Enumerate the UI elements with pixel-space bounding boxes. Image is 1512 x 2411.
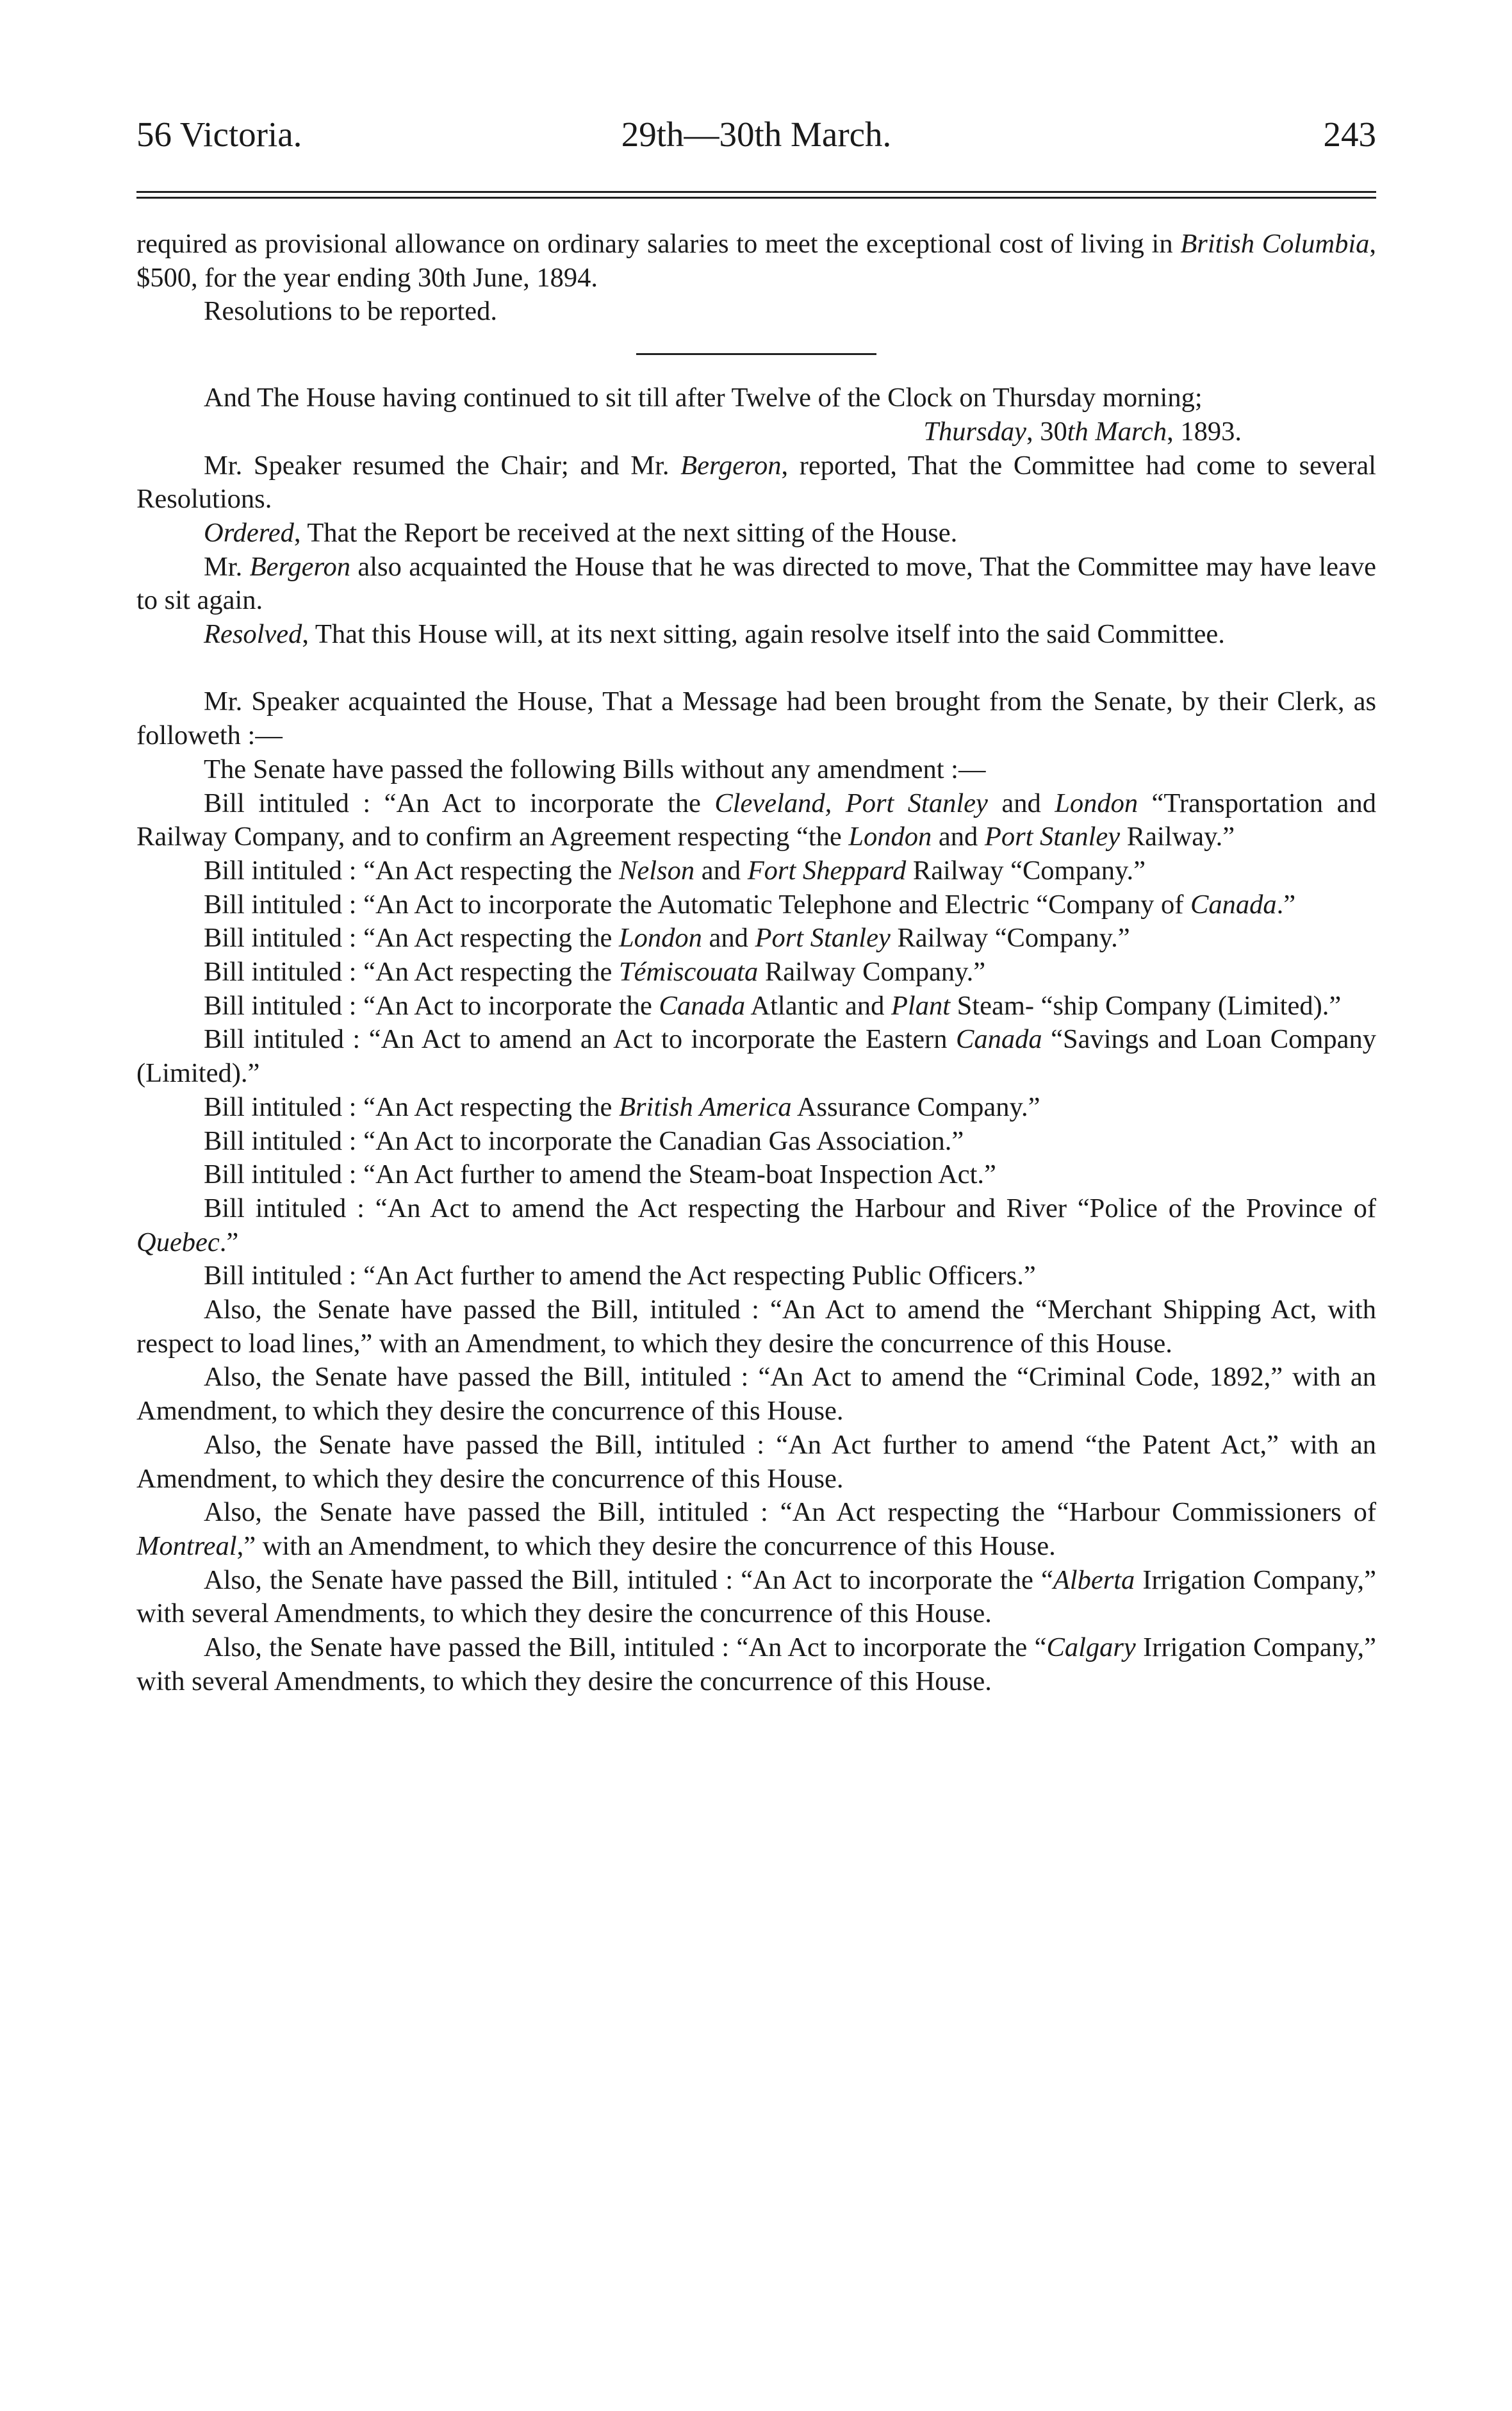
amendment-criminal-code: Also, the Senate have passed the Bill, intituled : “An Act to amend the “Criminal Code, 1892,” with an Amendment, to which they desire the concurrence of this House. xyxy=(136,1362,1376,1427)
bill-steam-boat: Bill intituled : “An Act further to amend the Steam-boat Inspection Act.” xyxy=(204,1159,996,1190)
paragraph-leave-to-sit: Mr. Bergeron also acquainted the House that he was directed to move, That the Committee may have leave to sit again. xyxy=(136,551,1376,616)
amendment-merchant-shipping: Also, the Senate have passed the Bill, intituled : “An Act to amend the “Merchant Shipping Act, with respect to load lines,” with an Amendment, to which they desire the concurrence of this House. xyxy=(136,1295,1376,1359)
header-session: 56 Victoria. xyxy=(136,115,302,154)
paragraph-allowance: required as provisional allowance on ordinary salaries to meet the exceptional cost of living in British Columbia, $500, for the year ending 30th June, 1894. xyxy=(136,229,1376,293)
paragraph-ordered: Ordered, That the Report be received at the next sitting of the House. xyxy=(204,517,958,548)
bill-canadian-gas: Bill intituled : “An Act to incorporate the Canadian Gas Association.” xyxy=(204,1125,964,1156)
bill-eastern-canada-savings: Bill intituled : “An Act to amend an Act to incorporate the Eastern Canada “Savings and Loan Company (Limited).” xyxy=(136,1024,1376,1089)
page-number: 243 xyxy=(1323,115,1376,154)
bill-london-port-stanley: Bill intituled : “An Act respecting the London and Port Stanley Railway “Company.” xyxy=(204,923,1130,954)
bill-public-officers: Bill intituled : “An Act further to amend the Act respecting Public Officers.” xyxy=(204,1261,1036,1291)
dateline: Thursday, 30th March, 1893. xyxy=(923,416,1242,447)
section-divider xyxy=(636,353,876,355)
journal-body xyxy=(136,228,1376,1699)
bill-harbour-police: Bill intituled : “An Act to amend the Act respecting the Harbour and River “Police of the Province of Quebec.” xyxy=(136,1193,1376,1257)
paragraph-sitting: And The House having continued to sit till after Twelve of the Clock on Thursday morning; xyxy=(204,383,1203,413)
running-header xyxy=(136,109,1376,160)
paragraph-senate-message: Mr. Speaker acquainted the House, That a Message had been brought from the Senate, by their Clerk, as followeth :— xyxy=(136,686,1376,751)
amendment-alberta-irrigation: Also, the Senate have passed the Bill, intituled : “An Act to incorporate the “Alberta Irrigation Company,” with several Amendments, to which they desire the concurrence of this House. xyxy=(136,1564,1376,1629)
bill-canada-atlantic: Bill intituled : “An Act to incorporate the Canada Atlantic and Plant Steam- “ship Company (Limited).” xyxy=(204,990,1342,1021)
paragraph-speaker-resumed: Mr. Speaker resumed the Chair; and Mr. Bergeron, reported, That the Committee had come to several Resolutions. xyxy=(136,450,1376,515)
bill-cleveland: Bill intituled : “An Act to incorporate the Cleveland, Port Stanley and London “Transportation and Railway Company, and to confirm an Agreement respecting “the London and Port Stanley Railway.” xyxy=(136,788,1376,852)
header-rule-bottom xyxy=(136,197,1376,199)
paragraph-resolved: Resolved, That this House will, at its next sitting, again resolve itself into the said Committee. xyxy=(204,619,1225,650)
header-rule-top xyxy=(136,191,1376,193)
amendment-calgary-irrigation: Also, the Senate have passed the Bill, intituled : “An Act to incorporate the “Calgary Irrigation Company,” with several Amendments, to which they desire the concurrence of this House. xyxy=(136,1632,1376,1696)
bill-temiscouata: Bill intituled : “An Act respecting the Témiscouata Railway Company.” xyxy=(204,957,986,988)
header-dates: 29th—30th March. xyxy=(621,115,892,154)
amendment-harbour-commissioners: Also, the Senate have passed the Bill, intituled : “An Act respecting the “Harbour Commissioners of Montreal,” with an Amendment, to which they desire the concurrence of this House. xyxy=(136,1497,1376,1561)
bill-nelson: Bill intituled : “An Act respecting the Nelson and Fort Sheppard Railway “Company.” xyxy=(204,855,1146,886)
paragraph-bills-passed: The Senate have passed the following Bills without any amendment :— xyxy=(204,754,986,784)
bill-automatic-telephone: Bill intituled : “An Act to incorporate the Automatic Telephone and Electric “Company of Canada.” xyxy=(204,889,1296,920)
bill-british-america: Bill intituled : “An Act respecting the British America Assurance Company.” xyxy=(204,1091,1040,1122)
amendment-patent-act: Also, the Senate have passed the Bill, intituled : “An Act further to amend “the Patent Act,” with an Amendment, to which they desire the concurrence of this House. xyxy=(136,1429,1376,1494)
paragraph-resolutions: Resolutions to be reported. xyxy=(204,296,497,327)
